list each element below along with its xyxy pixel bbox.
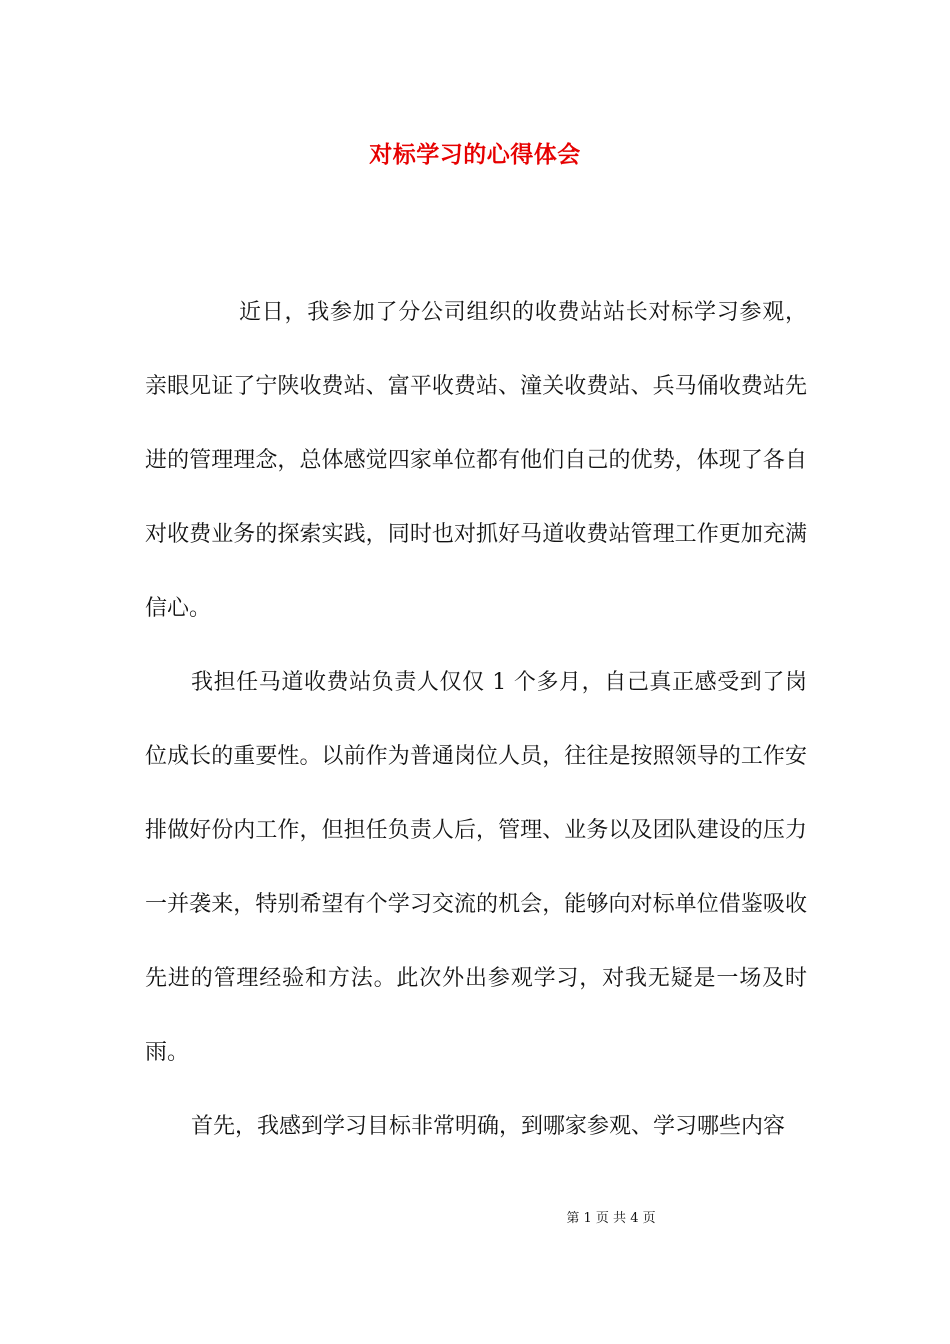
paragraph-1: 近日，我参加了分公司组织的收费站站长对标学习参观，亲眼见证了宁陕收费站、富平收费站、潼关收费站、兵马俑收费站先进的管理理念，总体感觉四家单位都有他们自己的优势，体现了各自对收费业务的探索实践，同时也对抓好马道收费站管理工作更加充满信心。 — [145, 300, 807, 621]
document-title: 对标学习的心得体会 — [369, 141, 581, 168]
page-footer: 第 1 页 共 4 页 — [566, 1211, 656, 1226]
paragraph-3: 首先，我感到学习目标非常明确，到哪家参观、学习哪些内容 — [191, 1114, 786, 1139]
paragraph-2: 我担任马道收费站负责人仅仅 1 个多月，自己真正感受到了岗位成长的重要性。以前作为普通岗位人员，往往是按照领导的工作安排做好份内工作，但担任负责人后，管理、业务以及团队建设的压力一并袭来，特别希望有个学习交流的机会，能够向对标单位借鉴吸收先进的管理经验和方法。此次外出参观学习，对我无疑是一场及时雨。 — [145, 670, 807, 1065]
document-body — [145, 276, 807, 1164]
